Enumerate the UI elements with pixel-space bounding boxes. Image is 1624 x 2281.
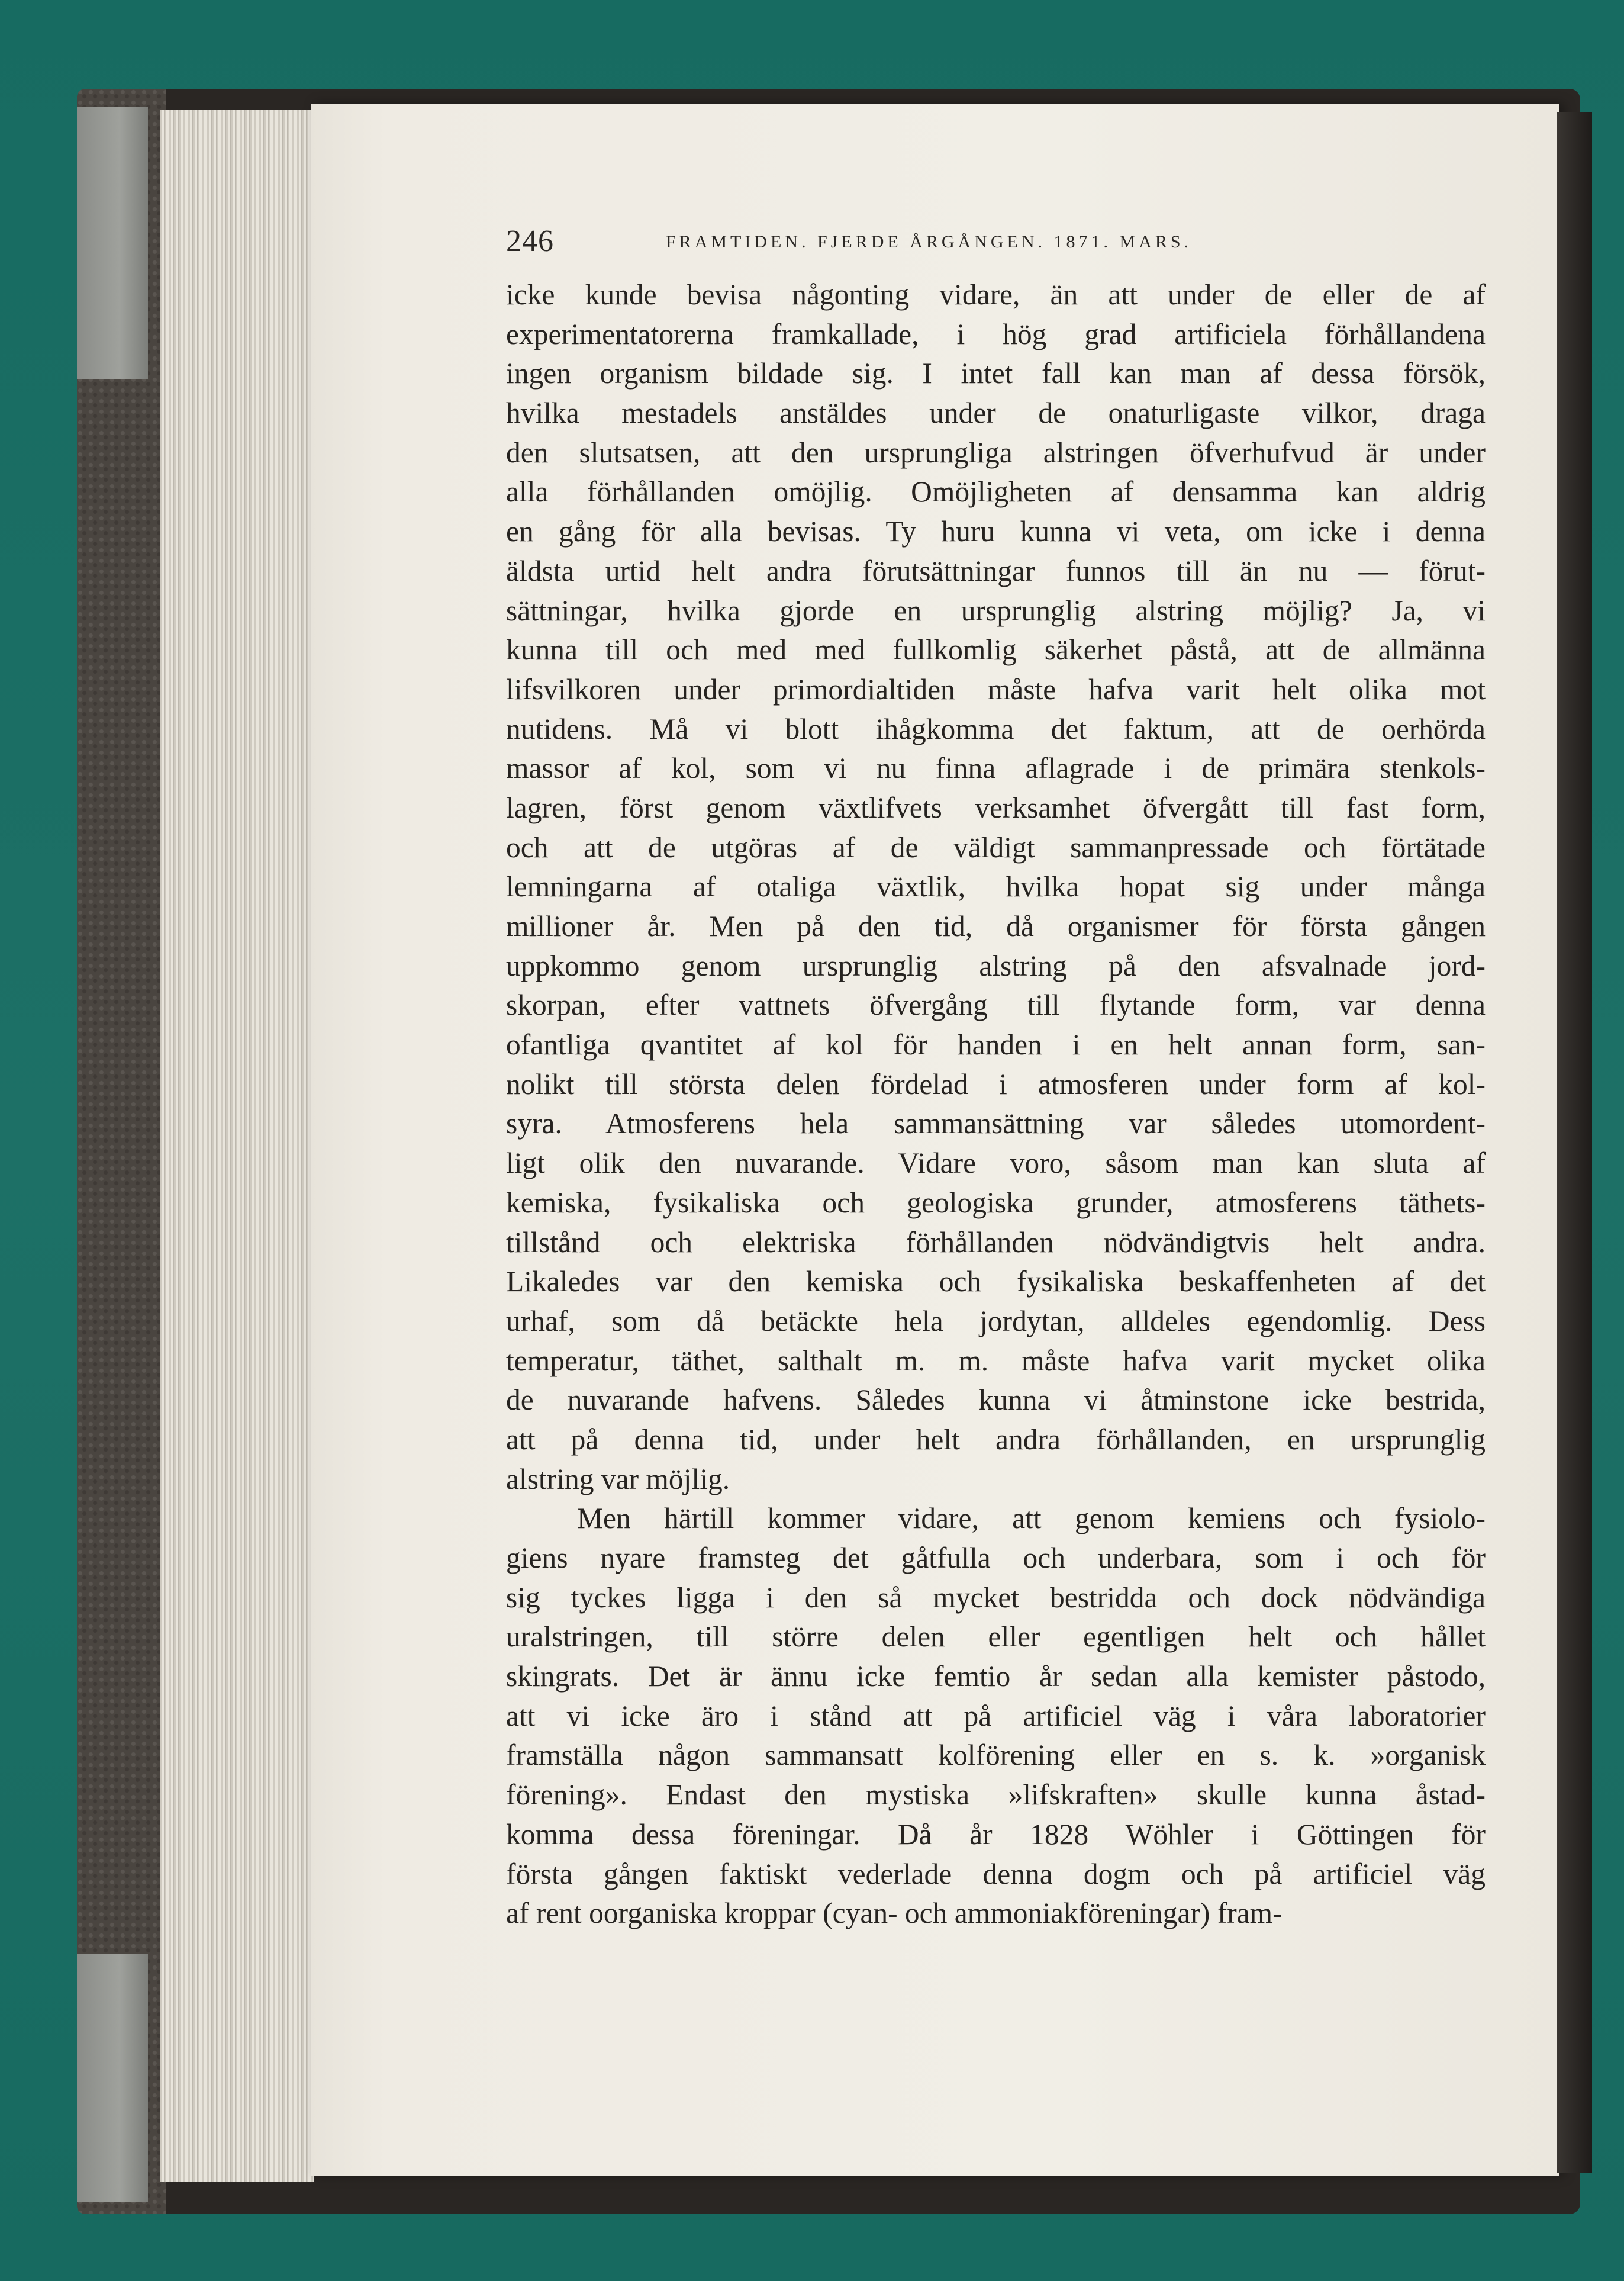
running-head: FRAMTIDEN. FJERDE ÅRGÅNGEN. 1871. MARS. [666, 232, 1193, 252]
text-line: Men härtill kommer vidare, att genom kemiens och fysiolo- [577, 1502, 1486, 1535]
text-line: och att de utgöras af de väldigt sammanpressade och förtätade [506, 831, 1486, 864]
text-line: af rent oorganiska kroppar (cyan- och ammoniakföreningar) fram- [506, 1897, 1283, 1930]
text-line: kemiska, fysikaliska och geologiska grunder, atmosferens täthets- [506, 1186, 1486, 1219]
text-line: framställa någon sammansatt kolförening eller en s. k. »organisk [506, 1739, 1486, 1772]
text-line: komma dessa föreningar. Då år 1828 Wöhler i Göttingen för [506, 1817, 1486, 1851]
spine-corner-top [77, 107, 148, 379]
text-line: en gång för alla bevisas. Ty huru kunna vi veta, om icke i denna [506, 515, 1486, 548]
page-number: 246 [506, 224, 554, 258]
text-line: alstring var möjlig. [506, 1462, 730, 1495]
text-line: millioner år. Men på den tid, då organismer för första gången [506, 910, 1486, 942]
text-line: sig tyckes ligga i den så mycket bestridda och dock nödvändiga [506, 1581, 1486, 1614]
text-line: uppkommo genom ursprunglig alstring på den afsvalnade jord- [506, 949, 1486, 982]
text-line: ligt olik den nuvarande. Vidare voro, såsom man kan sluta af [506, 1147, 1486, 1180]
text-line: att på denna tid, under helt andra förhållanden, en ursprunglig [506, 1423, 1486, 1456]
body-text [506, 275, 1486, 1933]
text-line: temperatur, täthet, salthalt m. m. måste hafva varit mycket olika [506, 1344, 1486, 1377]
text-line: kunna till och med med fullkomlig säkerhet påstå, att de allmänna [506, 633, 1486, 667]
page-header [506, 224, 1488, 265]
text-line: uralstringen, till större delen eller egentligen helt och hållet [506, 1620, 1486, 1653]
text-line: icke kunde bevisa någonting vidare, än att under de eller de af [506, 278, 1486, 311]
text-line: syra. Atmosferens hela sammansättning var således utomordent- [506, 1107, 1486, 1140]
text-line: den slutsatsen, att den ursprungliga alstringen öfverhufvud är under [506, 436, 1486, 469]
text-line: skingrats. Det är ännu icke femtio år sedan alla kemister påstodo, [506, 1660, 1486, 1693]
text-line: lemningarna af otaliga växtlik, hvilka hopat sig under många [506, 870, 1486, 903]
text-line: Likaledes var den kemiska och fysikaliska beskaffenheten af det [506, 1265, 1486, 1298]
text-line: att vi icke äro i stånd att på artificiel väg i våra laboratorier [506, 1699, 1486, 1732]
text-line: ofantliga qvantitet af kol för handen i en helt annan form, san- [506, 1028, 1486, 1061]
text-line: hvilka mestadels anstäldes under de onaturligaste vilkor, draga [506, 397, 1486, 430]
text-line: första gången faktiskt vederlade denna dogm och på artificiel väg [506, 1857, 1486, 1890]
text-line: skorpan, efter vattnets öfvergång till flytande form, var denna [506, 989, 1486, 1022]
text-line: lifsvilkoren under primordialtiden måste hafva varit helt olika mot [506, 673, 1486, 706]
text-line: sättningar, hvilka gjorde en ursprunglig alstring möjlig? Ja, vi [506, 594, 1486, 627]
text-line: giens nyare framsteg det gåtfulla och underbara, som i och för [506, 1542, 1486, 1574]
text-line: tillstånd och elektriska förhållanden nödvändigtvis helt andra. [506, 1225, 1486, 1259]
spine-corner-bottom [77, 1954, 148, 2202]
text-line: nutidens. Må vi blott ihågkomma det faktum, att de oerhörda [506, 712, 1486, 745]
book-spine [77, 89, 166, 2214]
text-line: experimentatorerna framkallade, i hög grad artificiela förhållandena [506, 317, 1486, 350]
page-edges [160, 110, 314, 2182]
text-line: ingen organism bildade sig. I intet fall kan man af dessa försök, [506, 357, 1486, 390]
text-line: alla förhållanden omöjlig. Omöjligheten af densamma kan aldrig [506, 475, 1486, 509]
text-line: nolikt till största delen fördelad i atmosferen under form af kol- [506, 1067, 1486, 1101]
text-line: äldsta urtid helt andra förutsättningar funnos till än nu — förut- [506, 554, 1486, 587]
text-line: lagren, först genom växtlifvets verksamhet öfvergått till fast form, [506, 791, 1486, 824]
text-line: urhaf, som då betäckte hela jordytan, alldeles egendomlig. Dess [506, 1304, 1486, 1337]
page-shadow [1557, 112, 1592, 2173]
text-line: de nuvarande hafvens. Således kunna vi åtminstone icke bestrida, [506, 1384, 1486, 1417]
text-line: förening». Endast den mystiska »lifskraften» skulle kunna åstad- [506, 1778, 1486, 1812]
text-line: massor af kol, som vi nu finna aflagrade i de primära stenkols- [506, 752, 1486, 785]
